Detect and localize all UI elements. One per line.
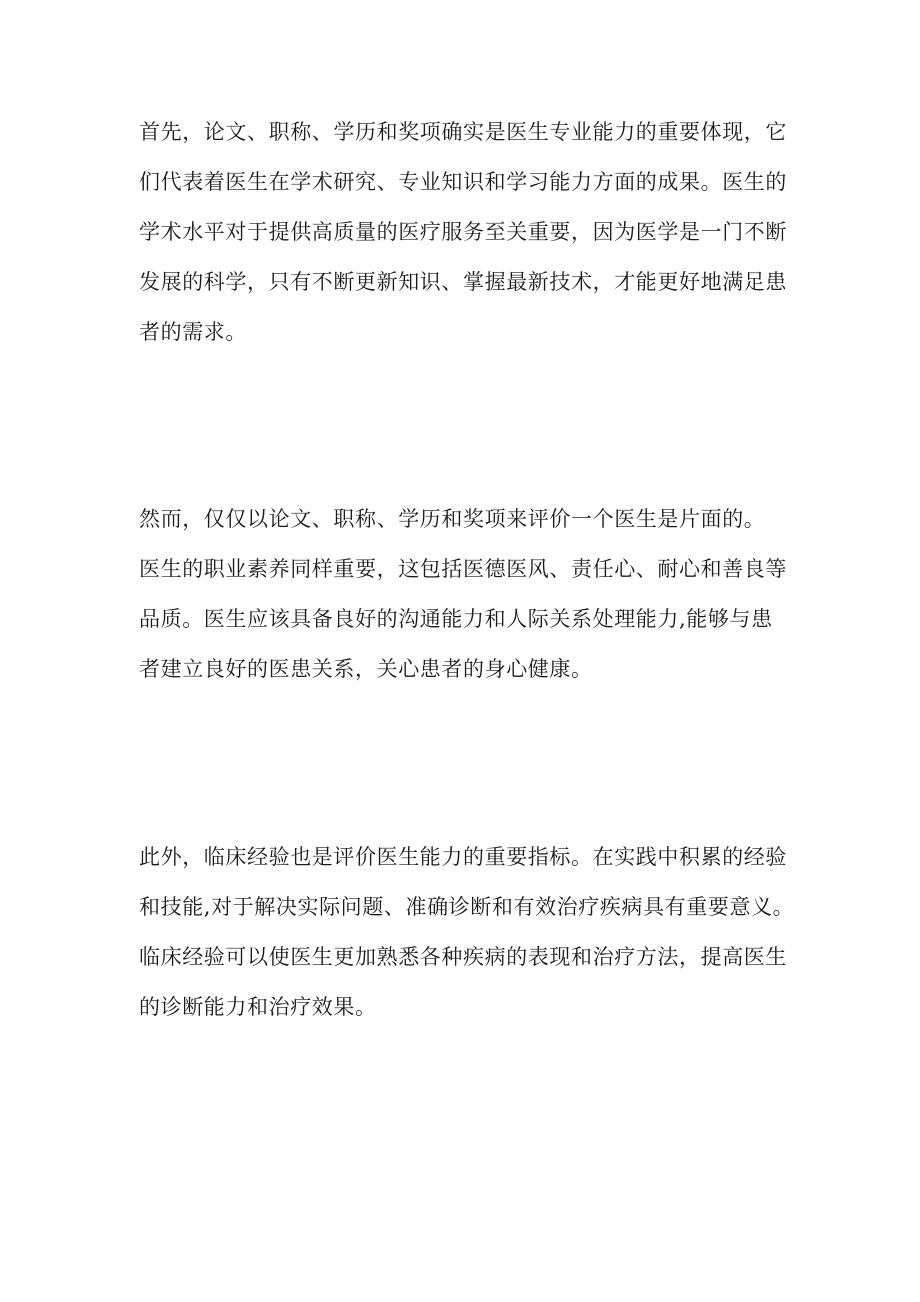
paragraph-line: 和技能,对于解决实际问题、准确诊断和有效治疗疾病具有重要意义。 [139,895,795,919]
paragraph-2 [139,494,787,694]
paragraph-line: 然而，仅仅以论文、职称、学历和奖项来评价一个医生是片面的。 [139,507,766,531]
paragraph-line: 首先，论文、职称、学历和奖项确实是医生专业能力的重要体现，它 [139,120,787,144]
paragraph-line: 发展的科学，只有不断更新知识、掌握最新技术，才能更好地满足患 [139,270,787,294]
paragraph-line: 者建立良好的医患关系，关心患者的身心健康。 [139,657,593,681]
paragraph-line: 医生的职业素养同样重要，这包括医德医风、责任心、耐心和善良等 [139,557,787,581]
paragraph-1 [139,107,787,357]
paragraph-line: 品质。医生应该具备良好的沟通能力和人际关系处理能力,能够与患 [139,607,773,631]
paragraph-3 [139,832,795,1032]
paragraph-line: 的诊断能力和治疗效果。 [139,995,377,1019]
paragraph-line: 此外，临床经验也是评价医生能力的重要指标。在实践中积累的经验 [139,845,787,869]
paragraph-line: 学术水平对于提供高质量的医疗服务至关重要，因为医学是一门不断 [139,220,787,244]
paragraph-line: 们代表着医生在学术研究、专业知识和学习能力方面的成果。医生的 [139,170,787,194]
paragraph-line: 临床经验可以使医生更加熟悉各种疾病的表现和治疗方法，提高医生 [139,945,787,969]
paragraph-line: 者的需求。 [139,320,247,344]
